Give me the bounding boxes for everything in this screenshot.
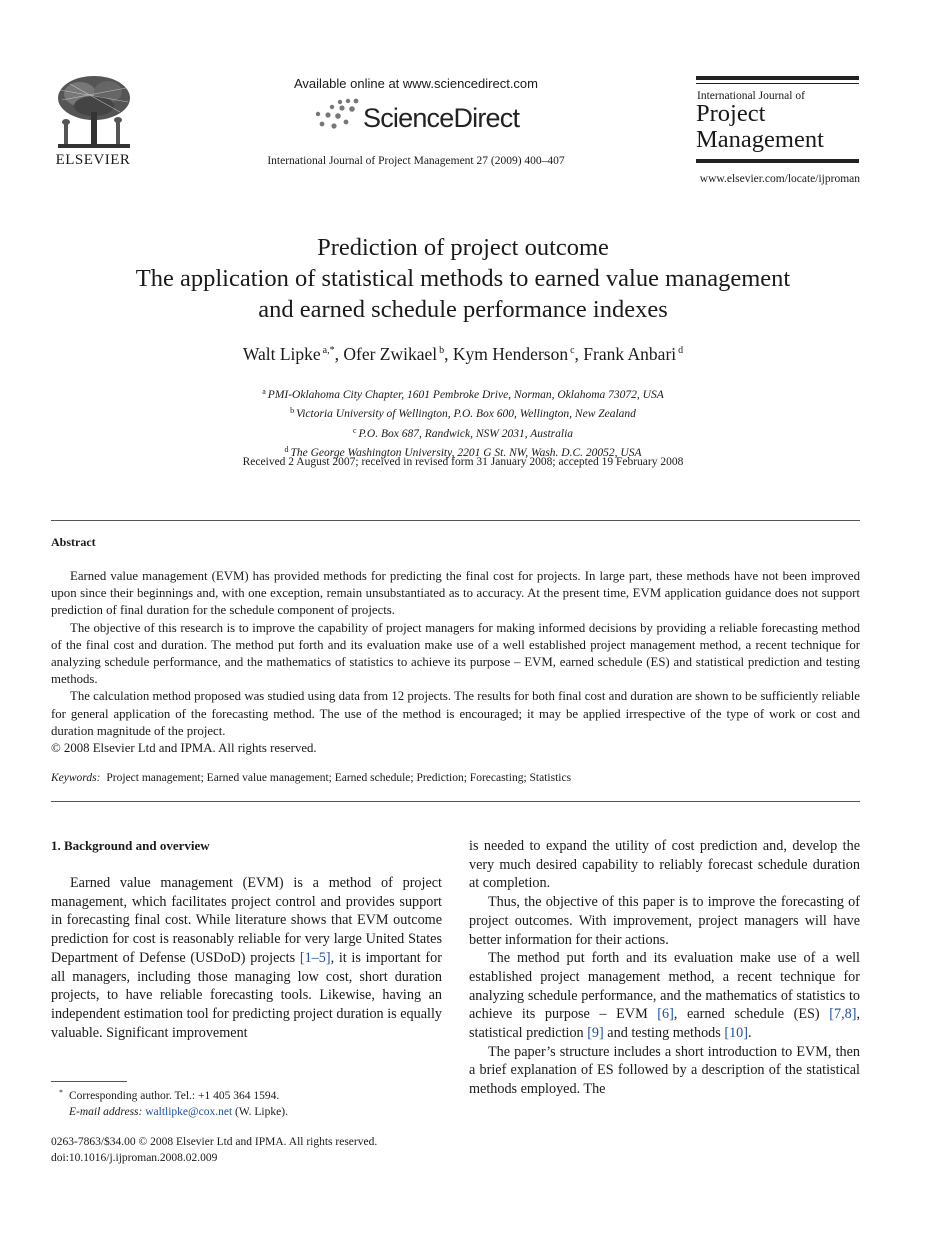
left-column	[51, 874, 442, 1042]
title-line-2: The application of statistical methods to earned value management	[135, 265, 791, 292]
sciencedirect-logo-text: ScienceDirect	[363, 103, 520, 133]
body-text: The method put forth and its evaluation make use of a well established project management method, a recent technique for analyzing schedule performance, and the mathematics of statistics to achieve its purpose – EVM	[469, 950, 860, 1023]
masthead-rule-thin	[696, 83, 859, 84]
issn-copyright: 0263-7863/$34.00 © 2008 Elsevier Ltd and IPMA. All rights reserved.	[51, 1136, 378, 1148]
journal-label: International Journal of	[697, 90, 805, 102]
author-name[interactable]: Walt Lipke	[242, 344, 321, 364]
keywords-text: Project management; Earned value management; Earned schedule; Prediction; Forecasting; Statistics	[106, 772, 572, 784]
footnote	[51, 1085, 442, 1120]
body-paragraph	[469, 949, 860, 1043]
masthead-rule-top	[696, 76, 859, 80]
keywords	[51, 772, 571, 784]
citation-link[interactable]: [9]	[587, 1025, 604, 1042]
body-text: , it is important for all managers, including those managing low cost, short duration projects, to have reliable forecasting tools. Likewise, having an independent estimation tool for predicting project duration is equally valuable. Significant improvement	[51, 949, 442, 1041]
author-affil-mark[interactable]: a,*	[322, 345, 335, 356]
section-heading: 1. Background and overview	[51, 838, 210, 853]
body-paragraph: The paper’s structure includes a short introduction to EVM, then a brief explanation of ES followed by a description of the statistical methods employed. The	[469, 1043, 860, 1098]
body-text: .	[747, 1025, 752, 1042]
affiliation-text: P.O. Box 687, Randwick, NSW 2031, Australia	[358, 427, 574, 440]
affiliation	[30, 423, 896, 442]
affiliation-mark: b	[290, 406, 295, 416]
body-text: , earned schedule (ES)	[673, 1006, 830, 1023]
citation-link[interactable]: [7,8]	[829, 1006, 857, 1023]
affiliation-text: The George Washington University, 2201 G St. NW, Wash. D.C. 20052, USA	[290, 447, 642, 460]
body-paragraph: Thus, the objective of this paper is to improve the forecasting of project outcomes. With improvement, project managers will have better information for their actions.	[469, 894, 860, 948]
available-online-text: Available online at www.sciencedirect.com	[294, 76, 538, 91]
abstract-bottom-rule	[51, 801, 860, 802]
keywords-label: Keywords:	[51, 772, 101, 784]
title-line-3: and earned schedule performance indexes	[258, 296, 668, 323]
body-text: , statistical prediction	[469, 1006, 860, 1042]
author-list	[30, 344, 896, 365]
abstract-heading: Abstract	[51, 535, 96, 549]
author-name[interactable]: Kym Henderson	[452, 344, 569, 364]
affiliation-text: Victoria University of Wellington, P.O. Box 600, Wellington, New Zealand	[296, 408, 636, 421]
affiliation	[30, 384, 896, 403]
affiliation-mark: d	[284, 445, 289, 455]
issn-block	[51, 1135, 377, 1166]
affiliation-mark: a	[262, 387, 266, 396]
journal-name-line2: Management	[696, 126, 824, 153]
elsevier-wordmark: ELSEVIER	[55, 152, 131, 168]
abstract-top-rule	[51, 520, 860, 521]
body-text: Earned value management (EVM) is a method of project management, which facilitates project control and provides support in forecasting final cost. While literature shows that EVM outcome prediction for cost is reasonably reliable for very large United States Department of Defense (USDoD) projects	[51, 875, 442, 966]
email-link[interactable]: waltlipke@cox.net	[145, 1105, 233, 1118]
journal-citation: International Journal of Project Management 27 (2009) 400–407	[267, 155, 565, 167]
author-name[interactable]: Frank Anbari	[583, 344, 677, 364]
affiliation-text: PMI-Oklahoma City Chapter, 1601 Pembroke Drive, Norman, Oklahoma 73072, USA	[267, 389, 664, 401]
journal-url[interactable]: www.elsevier.com/locate/ijproman	[699, 173, 860, 185]
abstract-copyright: © 2008 Elsevier Ltd and IPMA. All rights reserved.	[51, 741, 317, 756]
received-dates: Received 2 August 2007; received in revised form 31 January 2008; accepted 19 February 2008	[242, 456, 684, 468]
affiliation	[30, 403, 896, 422]
footnote-rule	[51, 1081, 127, 1082]
citation-link[interactable]: [6]	[657, 1006, 674, 1023]
body-text: and testing methods	[603, 1025, 725, 1042]
author-separator: ,	[334, 344, 344, 364]
journal-name-line1: Project	[696, 100, 766, 127]
right-column	[469, 837, 860, 1099]
author-affil-mark[interactable]: b	[439, 345, 445, 356]
sciencedirect-dots-logo	[310, 98, 366, 132]
abstract-paragraph: The calculation method proposed was studied using data from 12 projects. The results for both final cost and duration are shown to be sufficiently reliable for general application of the forecasting method. The use of the method is encouraged; it may be applied irrespective of the type of work or cost and duration magnitude of the project.	[51, 689, 860, 738]
email-label: E-mail address:	[69, 1105, 143, 1118]
citation-link[interactable]: [1–5]	[299, 949, 331, 966]
author-separator: ,	[444, 344, 453, 364]
citation-link[interactable]: [10]	[724, 1025, 748, 1042]
title-line-1: Prediction of project outcome	[317, 234, 609, 261]
email-suffix: (W. Lipke).	[232, 1105, 288, 1118]
corresponding-author: Corresponding author. Tel.: +1 405 364 1594.	[69, 1090, 280, 1102]
journal-name	[696, 101, 824, 153]
masthead-rule-bottom	[696, 159, 859, 163]
affiliation-mark: c	[352, 425, 357, 435]
body-paragraph: is needed to expand the utility of cost prediction and, develop the very much desired capability to reliably forecast schedule duration at completion.	[469, 838, 860, 892]
affiliations	[30, 384, 896, 462]
abstract-paragraph: The objective of this research is to improve the capability of project managers for making informed decisions by providing a reliable forecasting method of the final cost and duration. The method put forth and its evaluation make use of a well established project management method, a recent technique for analyzing schedule performance, and the mathematics of statistics to achieve its purpose – EVM, earned schedule (ES) and statistical prediction and testing methods.	[51, 620, 860, 687]
author-affil-mark[interactable]: c	[570, 345, 575, 356]
doi[interactable]: doi:10.1016/j.ijproman.2008.02.009	[51, 1151, 218, 1164]
author-separator: ,	[574, 344, 584, 364]
body-paragraph	[51, 874, 442, 1042]
author-name[interactable]: Ofer Zwikael	[343, 344, 438, 364]
author-affil-mark[interactable]: d	[678, 345, 684, 356]
footnote-mark: *	[59, 1088, 63, 1097]
abstract-paragraph: Earned value management (EVM) has provided methods for predicting the final cost for projects. In large part, these methods have not been improved upon since their beginnings and, with one exception, remain unsubstantiated as to accuracy. At the present time, EVM application guidance does not support prediction of final duration for the schedule component of projects.	[51, 569, 860, 618]
article-title	[30, 232, 896, 325]
abstract-body	[51, 568, 860, 757]
